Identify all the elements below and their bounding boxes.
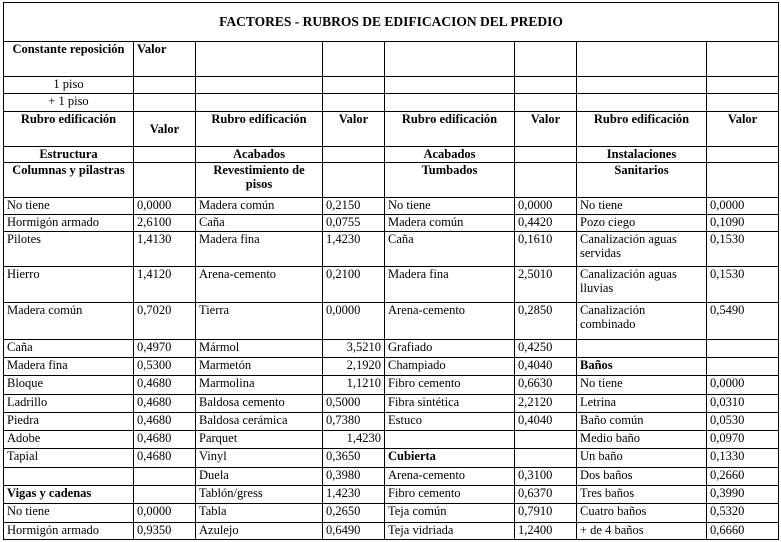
rubro-cell: + de 4 baños (577, 522, 707, 539)
rubro-cell: Pozo ciego (577, 215, 707, 232)
sub-revestimiento-pisos: Revestimiento de pisos (196, 163, 323, 198)
valor-cell: 0,0000 (515, 197, 577, 214)
rubro-cell: Baldosa cerámica (196, 412, 323, 430)
valor-header-1: Valor (134, 111, 196, 147)
rubro-cell: No tiene (4, 504, 134, 522)
valor-cell: 0,0310 (707, 394, 779, 412)
rubro-cell: Ladrillo (4, 394, 134, 412)
rubro-cell: Cubierta (385, 449, 515, 467)
rubro-cell: Hormigón armado (4, 522, 134, 539)
group-acabados-pisos: Acabados (196, 147, 323, 163)
valor-cell: 0,5490 (707, 303, 779, 340)
valor-cell: 0,0970 (707, 431, 779, 449)
empty-cell (323, 163, 385, 198)
valor-cell: 1,1210 (323, 376, 385, 394)
rubro-cell: Baldosa cemento (196, 394, 323, 412)
valor-cell: 0,1090 (707, 215, 779, 232)
empty-cell (323, 77, 385, 94)
valor-cell: 0,0755 (323, 215, 385, 232)
rubro-cell: Parquet (196, 431, 323, 449)
valor-cell (134, 467, 196, 485)
rubro-cell: Adobe (4, 431, 134, 449)
valor-cell: 0,1530 (707, 266, 779, 303)
constante-reposicion-label: Constante reposición (4, 41, 134, 77)
empty-cell (134, 77, 196, 94)
rubro-cell: Medio baño (577, 431, 707, 449)
rubro-cell: Dos baños (577, 467, 707, 485)
rubro-cell: Madera común (4, 303, 134, 340)
valor-cell: 0,9350 (134, 522, 196, 539)
rubro-cell: Arena-cemento (385, 467, 515, 485)
table-row (4, 522, 779, 539)
factores-table (3, 2, 779, 540)
rubro-cell: No tiene (577, 197, 707, 214)
valor-cell: 1,4130 (134, 232, 196, 267)
valor-cell: 0,3990 (707, 486, 779, 504)
table-row (4, 449, 779, 467)
table-row (4, 215, 779, 232)
rubro-cell (4, 467, 134, 485)
rubro-cell: Madera fina (196, 232, 323, 267)
table-row (4, 232, 779, 267)
valor-cell: 2,2120 (515, 394, 577, 412)
rubro-cell: Un baño (577, 449, 707, 467)
empty-cell (515, 94, 577, 111)
table-row (4, 266, 779, 303)
rubro-cell: No tiene (385, 197, 515, 214)
rubro-cell: No tiene (4, 197, 134, 214)
rubro-cell: Bloque (4, 376, 134, 394)
rubro-cell: Marmetón (196, 358, 323, 376)
empty-cell (515, 147, 577, 163)
rubro-cell: Vinyl (196, 449, 323, 467)
table-row (4, 358, 779, 376)
empty-cell (385, 41, 515, 77)
rubro-cell: Baños (577, 358, 707, 376)
valor-cell: 0,4040 (515, 358, 577, 376)
empty-cell (707, 77, 779, 94)
empty-cell (577, 94, 707, 111)
valor-cell: 0,0000 (134, 197, 196, 214)
empty-cell (577, 77, 707, 94)
rubro-cell: No tiene (577, 376, 707, 394)
rubro-cell: Madera común (196, 197, 323, 214)
rubro-header-4: Rubro edificación (577, 111, 707, 147)
valor-header-2: Valor (323, 111, 385, 147)
rubro-cell: Pilotes (4, 232, 134, 267)
rubro-cell: Marmolina (196, 376, 323, 394)
rubro-cell: Baño común (577, 412, 707, 430)
rubro-cell: Vigas y cadenas (4, 486, 134, 504)
empty-cell (577, 41, 707, 77)
valor-cell: 0,3980 (323, 467, 385, 485)
rubro-cell: Canalización aguas lluvias (577, 266, 707, 303)
rubro-cell: Hormigón armado (4, 215, 134, 232)
empty-cell (515, 41, 577, 77)
sub-tumbados: Tumbados (385, 163, 515, 198)
rubro-cell: Tablón/gress (196, 486, 323, 504)
table-row (4, 504, 779, 522)
valor-cell: 0,4040 (515, 412, 577, 430)
rubro-cell: Tabla (196, 504, 323, 522)
valor-cell: 0,4680 (134, 376, 196, 394)
valor-cell: 0,0530 (707, 412, 779, 430)
rubro-cell: Madera fina (385, 266, 515, 303)
rubro-cell: Arena-cemento (196, 266, 323, 303)
valor-cell: 0,4680 (134, 449, 196, 467)
empty-cell (707, 147, 779, 163)
valor-cell: 1,4120 (134, 266, 196, 303)
valor-cell: 0,2650 (323, 504, 385, 522)
valor-cell: 2,1920 (323, 358, 385, 376)
valor-cell: 0,7380 (323, 412, 385, 430)
empty-cell (515, 163, 577, 198)
table-title: FACTORES - RUBROS DE EDIFICACION DEL PREDIO (4, 3, 779, 42)
rubro-cell: Caña (4, 339, 134, 357)
valor-cell: 0,4680 (134, 412, 196, 430)
rubro-cell: Tierra (196, 303, 323, 340)
valor-cell (134, 486, 196, 504)
group-instalaciones: Instalaciones (577, 147, 707, 163)
valor-cell: 0,2660 (707, 467, 779, 485)
valor-cell: 3,5210 (323, 339, 385, 357)
rubro-cell: Cuatro baños (577, 504, 707, 522)
empty-cell (134, 163, 196, 198)
rubro-cell: Canalización combinado (577, 303, 707, 340)
valor-cell (515, 449, 577, 467)
table-row (4, 197, 779, 214)
valor-cell (707, 358, 779, 376)
rubro-cell: Fibra sintética (385, 394, 515, 412)
rubro-header-3: Rubro edificación (385, 111, 515, 147)
valor-cell: 0,5320 (707, 504, 779, 522)
valor-header-4: Valor (707, 111, 779, 147)
valor-cell: 0,3100 (515, 467, 577, 485)
rubro-header-2: Rubro edificación (196, 111, 323, 147)
rubro-cell: Tres baños (577, 486, 707, 504)
table-row (4, 394, 779, 412)
constante-1-piso: 1 piso (4, 77, 134, 94)
rubro-cell: Azulejo (196, 522, 323, 539)
empty-cell (707, 41, 779, 77)
rubro-cell: Canalización aguas servidas (577, 232, 707, 267)
rubro-cell (385, 431, 515, 449)
valor-cell: 0,4250 (515, 339, 577, 357)
valor-cell: 0,6660 (707, 522, 779, 539)
valor-cell: 0,0000 (707, 376, 779, 394)
rubro-cell: Letrina (577, 394, 707, 412)
valor-cell: 0,2100 (323, 266, 385, 303)
empty-cell (196, 94, 323, 111)
valor-cell: 0,3650 (323, 449, 385, 467)
valor-cell: 0,5000 (323, 394, 385, 412)
valor-cell: 1,4230 (323, 232, 385, 267)
empty-cell (707, 163, 779, 198)
sub-columnas-pilastras: Columnas y pilastras (4, 163, 134, 198)
rubro-cell: Caña (196, 215, 323, 232)
empty-cell (323, 41, 385, 77)
rubro-cell: Teja común (385, 504, 515, 522)
valor-header-3: Valor (515, 111, 577, 147)
valor-cell: 0,1330 (707, 449, 779, 467)
valor-cell: 0,4680 (134, 394, 196, 412)
rubro-cell: Hierro (4, 266, 134, 303)
valor-cell: 0,0000 (323, 303, 385, 340)
valor-cell: 0,4680 (134, 431, 196, 449)
group-acabados-tumbados: Acabados (385, 147, 515, 163)
valor-cell: 0,7020 (134, 303, 196, 340)
table-row (4, 339, 779, 357)
valor-cell (515, 431, 577, 449)
rubro-cell: Madera fina (4, 358, 134, 376)
rubro-cell: Madera común (385, 215, 515, 232)
empty-cell (385, 77, 515, 94)
rubro-cell: Fibro cemento (385, 376, 515, 394)
rubro-cell: Grafiado (385, 339, 515, 357)
empty-cell (515, 77, 577, 94)
rubro-cell: Tapial (4, 449, 134, 467)
table-row (4, 467, 779, 485)
sub-sanitarios: Sanitarios (577, 163, 707, 198)
empty-cell (196, 41, 323, 77)
rubro-cell (577, 339, 707, 357)
rubro-cell: Champiado (385, 358, 515, 376)
empty-cell (134, 94, 196, 111)
valor-cell: 1,4230 (323, 431, 385, 449)
empty-cell (707, 94, 779, 111)
rubro-cell: Estuco (385, 412, 515, 430)
valor-cell: 0,5300 (134, 358, 196, 376)
valor-cell: 1,4230 (323, 486, 385, 504)
empty-cell (385, 94, 515, 111)
empty-cell (323, 147, 385, 163)
rubro-cell: Fibro cemento (385, 486, 515, 504)
valor-cell: 2,5010 (515, 266, 577, 303)
constante-mas-1-piso: + 1 piso (4, 94, 134, 111)
rubro-cell: Mármol (196, 339, 323, 357)
valor-cell: 0,4970 (134, 339, 196, 357)
valor-cell: 0,1530 (707, 232, 779, 267)
rubro-header-1: Rubro edificación (4, 111, 134, 147)
table-row (4, 412, 779, 430)
empty-cell (134, 147, 196, 163)
valor-cell: 2,6100 (134, 215, 196, 232)
rubro-cell: Arena-cemento (385, 303, 515, 340)
table-row (4, 431, 779, 449)
rubro-cell: Teja vidriada (385, 522, 515, 539)
table-row (4, 376, 779, 394)
group-estructura: Estructura (4, 147, 134, 163)
rubro-cell: Piedra (4, 412, 134, 430)
valor-cell: 0,1610 (515, 232, 577, 267)
valor-cell: 0,4420 (515, 215, 577, 232)
valor-cell: 0,0000 (134, 504, 196, 522)
table-row (4, 486, 779, 504)
rubro-cell: Duela (196, 467, 323, 485)
valor-cell: 0,7910 (515, 504, 577, 522)
valor-cell: 0,0000 (707, 197, 779, 214)
valor-cell: 0,6630 (515, 376, 577, 394)
valor-cell (707, 339, 779, 357)
valor-cell: 0,6490 (323, 522, 385, 539)
valor-cell: 0,6370 (515, 486, 577, 504)
valor-cell: 1,2400 (515, 522, 577, 539)
rubro-cell: Caña (385, 232, 515, 267)
empty-cell (323, 94, 385, 111)
valor-cell: 0,2850 (515, 303, 577, 340)
valor-cell: 0,2150 (323, 197, 385, 214)
constante-valor-header: Valor (134, 41, 196, 77)
table-row (4, 303, 779, 340)
empty-cell (196, 77, 323, 94)
